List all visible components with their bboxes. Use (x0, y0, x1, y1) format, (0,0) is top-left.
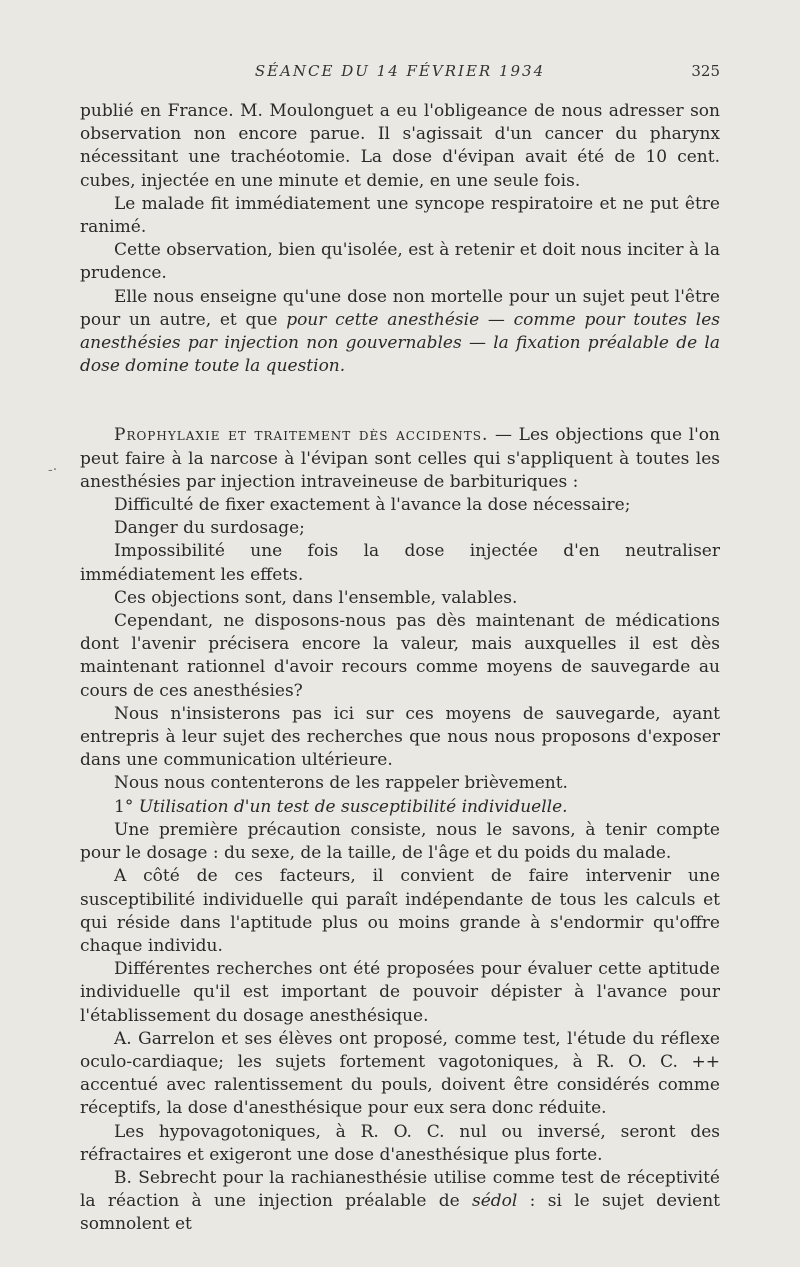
paragraph: publié en France. M. Moulonguet a eu l'obligeance de nous adresser son observation non encore parue. Il s'agissait d'un cancer du pharynx nécessitant une trachéotomie. La dose d'évipan avait été de 10 cent. cubes, injectée en une minute et demie, en une seule fois. (80, 101, 720, 191)
paragraph: Différentes recherches ont été proposées pour évaluer cette aptitude individuelle qu'il est important de pouvoir dépister à l'avance pour l'établissement du dosage anesthésique. (80, 959, 720, 1026)
margin-mark: -· (48, 462, 58, 478)
numbered-subheading (80, 796, 720, 819)
page-header (80, 62, 720, 84)
section-heading: Prophylaxie et traitement dès accidents. (114, 425, 489, 446)
paragraph: Une première précaution consiste, nous le savons, à tenir compte pour le dosage : du sexe, de la taille, de l'âge et du poids du malade. (80, 819, 720, 864)
paragraph: Les hypovagotoniques, à R. O. C. nul ou inversé, seront des réfractaires et exigeront une dose d'anesthésique plus forte. (80, 1121, 720, 1165)
page-number: 325 (691, 62, 720, 80)
paragraph (80, 1167, 720, 1237)
paragraph-text: : si le sujet devient somnolent et (80, 1191, 720, 1235)
paragraph-text: Elle nous enseigne qu'une dose non mortelle pour un sujet peut l'être pour un autre, et que (80, 286, 720, 330)
paragraph: Impossibilité une fois la dose injectée d'en neutraliser immédiatement les effets. (80, 541, 720, 585)
running-head: SÉANCE DU 14 FÉVRIER 1934 (254, 62, 546, 80)
paragraph: A côté de ces facteurs, il convient de faire intervenir une susceptibilité individuelle qui paraît indépendante de tous les calculs et qui réside dans l'aptitude plus ou moins grande à s'endormir qu'offre chaque individu. (80, 866, 720, 956)
italic-term: sédol (472, 1191, 518, 1212)
body-text (80, 100, 720, 1237)
paragraph: A. Garrelon et ses élèves ont proposé, comme test, l'étude du réflexe oculo-cardiaque; les sujets fortement vagotoniques, à R. O. C. ++ accentué avec ralentissement du pouls, doivent être considérés comme réceptifs, la dose d'anesthésique pour eux sera donc réduite. (80, 1028, 720, 1119)
paragraph: Ces objections sont, dans l'ensemble, valables. (114, 587, 518, 608)
paragraph: Nous n'insisterons pas ici sur ces moyens de sauvegarde, ayant entrepris à leur sujet des recherches que nous nous proposons d'exposer dans une communication ultérieure. (80, 703, 720, 771)
item-title: Utilisation d'un test de susceptibilité individuelle. (138, 796, 568, 817)
paragraph: Cependant, ne disposons-nous pas dès maintenant de médications dont l'avenir précisera encore la valeur, mais auxquelles il est dès maintenant rationnel d'avoir recours comme moyens de sauvegarde au cours de ces anesthésies? (80, 611, 720, 701)
paragraph: Difficulté de fixer exactement à l'avance la dose nécessaire; (114, 495, 631, 516)
paragraph (80, 286, 720, 379)
section-paragraph (80, 424, 720, 494)
item-number: 1° (114, 796, 134, 817)
paragraph: Le malade fit immédiatement une syncope respiratoire et ne put être ranimé. (80, 193, 720, 238)
paragraph: Cette observation, bien qu'isolée, est à retenir et doit nous inciter à la prudence. (80, 240, 720, 284)
paragraph: Nous nous contenterons de les rappeler brièvement. (114, 773, 568, 794)
section-text: — Les objections que l'on peut faire à la narcose à l'évipan sont celles qui s'appliquent à toutes les anesthésies par injection intraveineuse de barbituriques : (80, 425, 720, 492)
paragraph: Danger du surdosage; (114, 518, 305, 539)
paragraph-text: B. Sebrecht pour la rachianesthésie utilise comme test de réceptivité la réaction à une injection préalable de (80, 1167, 720, 1212)
italic-conclusion: pour cette anesthésie — comme pour toutes les anesthésies par injection non gouvernables — la fixation préalable de la dose domine toute la question. (80, 309, 721, 377)
